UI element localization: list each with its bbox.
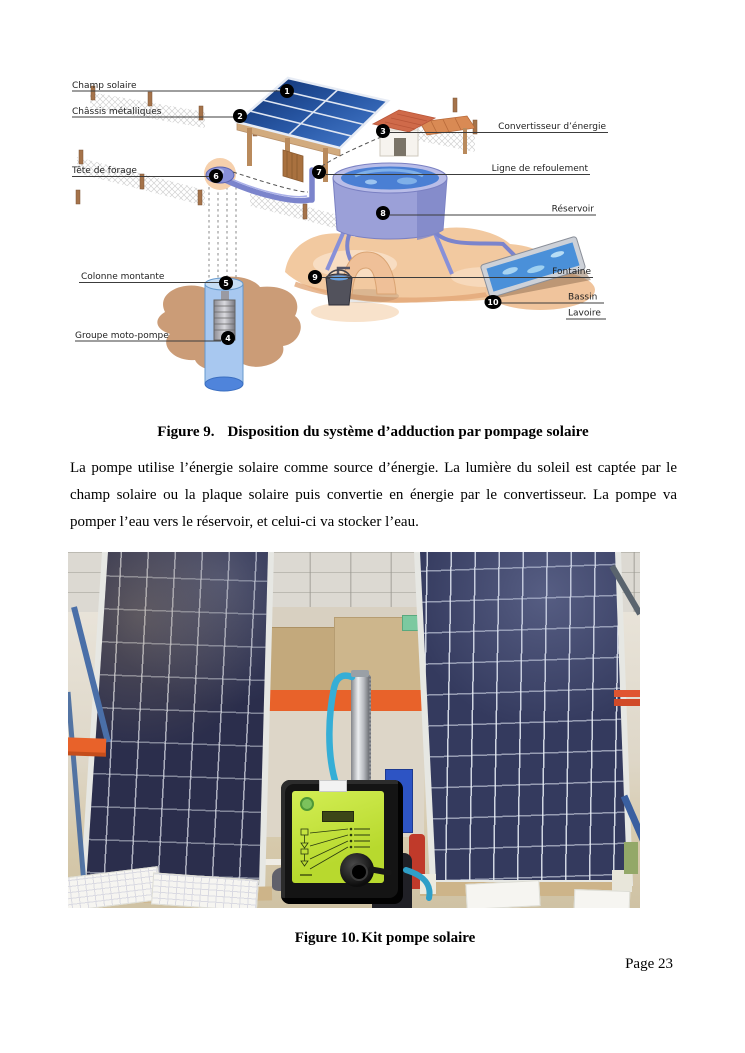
floor-paper [465, 880, 540, 908]
figure10-caption-number: Figure 10. [294, 930, 360, 946]
body-paragraph: La pompe utilise l’énergie solaire comme source d’énergie. La lumière du soleil est captée par le champ solaire ou la plaque solaire puis convertie en énergie par le convertisseur. La pompe va pomper l’eau vers le réservoir, et celui-ci va stocker l’eau. [70, 460, 677, 530]
figure10-photo [68, 552, 640, 908]
svg-text:7: 7 [316, 168, 322, 177]
label-champ-solaire: Champ solaire [72, 81, 137, 91]
label-fontaine: Fontaine [552, 267, 591, 277]
figure9-caption-text: Disposition du système d’adduction par pompage solaire [227, 424, 589, 440]
label-groupe-moto-pompe: Groupe moto-pompe [75, 331, 169, 341]
page-number: Page 23 [625, 956, 673, 972]
label-ligne-refoulement: Ligne de refoulement [491, 164, 588, 174]
label-tete-de-forage: Tête de forage [72, 166, 137, 176]
svg-text:2: 2 [237, 112, 243, 121]
floor-paper [151, 872, 259, 908]
pipe-cap [351, 670, 369, 677]
svg-text:8: 8 [380, 209, 386, 218]
label-chassis-metalliques: Châssis métalliques [72, 107, 162, 117]
label-reservoir: Réservoir [551, 204, 594, 215]
controller-sticker [319, 780, 347, 792]
controller-knob [340, 853, 374, 887]
figure9-diagram [55, 72, 695, 412]
badge-7 [312, 165, 326, 179]
svg-text:9: 9 [312, 273, 318, 282]
badge-3 [376, 124, 390, 138]
knob-center [350, 863, 368, 881]
badge-9 [308, 270, 322, 284]
left-structure [68, 607, 108, 884]
badge-10 [485, 295, 502, 309]
badge-8 [376, 206, 390, 220]
controller-face [292, 791, 384, 883]
floor-paper [574, 889, 631, 908]
svg-text:3: 3 [380, 127, 386, 136]
figure10-caption [82, 930, 688, 947]
label-lavoire: Lavoire [568, 308, 601, 319]
label-convertisseur: Convertisseur d’énergie [498, 122, 606, 132]
badge-4 [221, 331, 235, 345]
svg-text:5: 5 [223, 279, 229, 288]
pump-controller-box [281, 780, 403, 904]
svg-text:6: 6 [213, 172, 219, 181]
figure10-caption-text: Kit pompe solaire [361, 930, 476, 946]
badge-1 [280, 84, 294, 98]
figure9-caption [70, 424, 676, 441]
figure9-caption-number: Figure 9. [157, 424, 215, 440]
svg-text:10: 10 [487, 298, 499, 307]
label-bassin: Bassin [568, 292, 598, 303]
svg-text:1: 1 [284, 87, 290, 96]
badge-2 [233, 109, 247, 123]
badge-6 [209, 169, 223, 183]
badge-5 [219, 276, 233, 290]
right-structure [612, 566, 640, 888]
svg-text:4: 4 [225, 334, 231, 343]
label-colonne-montante: Colonne montante [81, 272, 165, 282]
